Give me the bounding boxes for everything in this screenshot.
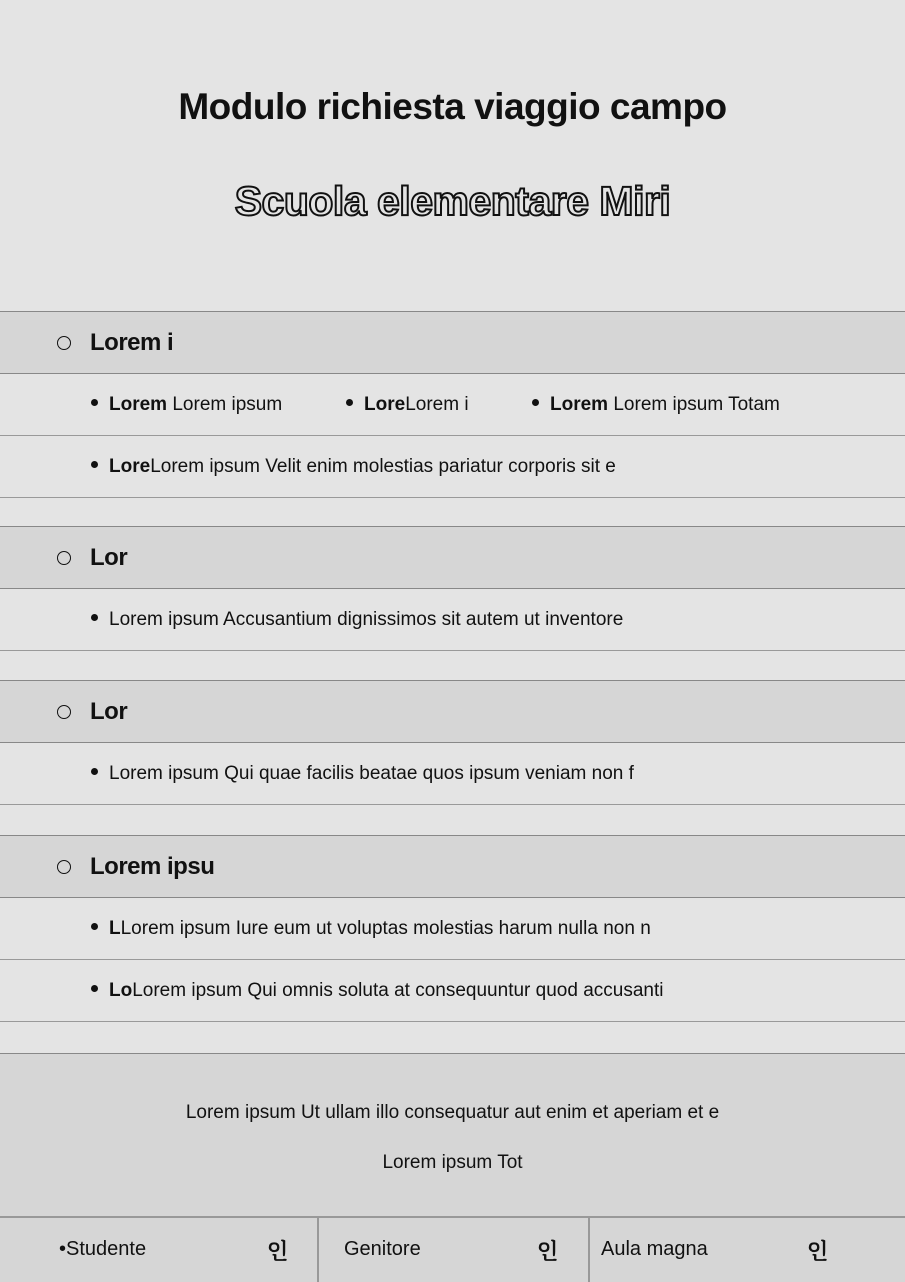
circle-bullet-icon (57, 860, 71, 874)
item-text: Lorem ipsum Qui quae facilis beatae quos ipsum veniam non f (109, 763, 634, 784)
item-bold: Lore (364, 394, 406, 415)
section-header (0, 680, 905, 743)
list-item (91, 980, 663, 1002)
item-bold: Lorem (109, 394, 168, 415)
signature-label-text: Studente (66, 1238, 147, 1260)
list-item (91, 609, 623, 631)
item-text: Lorem i (405, 394, 469, 415)
list-item (91, 456, 616, 478)
signature-label: Aula magna (601, 1238, 708, 1260)
section-header (0, 835, 905, 898)
footer-note (0, 1053, 905, 1217)
list-row (0, 898, 905, 960)
circle-bullet-icon (57, 336, 71, 350)
list-row (0, 589, 905, 651)
section-header (0, 311, 905, 374)
item-bold: Lo (109, 980, 133, 1001)
section-label: Lor (90, 544, 128, 571)
circle-bullet-icon (57, 705, 71, 719)
circle-bullet-icon (57, 551, 71, 565)
footer-line: Lorem ipsum Tot (382, 1152, 523, 1173)
list-item (91, 394, 282, 416)
seal-mark: 인 (537, 1240, 559, 1265)
section-label: Lor (90, 698, 128, 725)
signature-parent (319, 1218, 588, 1282)
item-text: Lorem ipsum Velit enim molestias pariatur corporis sit e (150, 456, 616, 477)
item-text: Lorem ipsum Totam (608, 394, 780, 415)
item-bold: Lorem (550, 394, 609, 415)
footer-line: Lorem ipsum Ut ullam illo consequatur aut enim et aperiam et e (185, 1102, 720, 1123)
page-title: Modulo richiesta viaggio campo (178, 86, 727, 127)
item-text: Lorem ipsum (167, 394, 283, 415)
list-item (91, 763, 634, 785)
list-item (346, 394, 469, 416)
signature-hall (590, 1218, 905, 1282)
item-text: Lorem ipsum Accusantium dignissimos sit autem ut inventore (109, 609, 624, 630)
list-row (0, 374, 905, 436)
signature-student (0, 1218, 317, 1282)
item-bold: Lore (109, 456, 151, 477)
signature-row (0, 1216, 905, 1282)
list-row (0, 436, 905, 498)
school-name: Scuola elementare Miri (234, 178, 671, 224)
item-bold: L (109, 918, 121, 939)
list-row (0, 743, 905, 805)
section-label: Lorem i (90, 329, 174, 356)
signature-label: •Studente (59, 1238, 147, 1260)
item-text: Lorem ipsum Iure eum ut voluptas molestias harum nulla non n (120, 918, 651, 939)
signature-label: Genitore (344, 1238, 421, 1260)
list-item (91, 918, 651, 940)
list-item (532, 394, 780, 416)
section-label: Lorem ipsu (90, 853, 215, 880)
seal-mark: 인 (807, 1240, 829, 1265)
seal-mark: 인 (267, 1240, 289, 1265)
item-text: Lorem ipsum Qui omnis soluta at consequuntur quod accusanti (132, 980, 664, 1001)
list-row (0, 960, 905, 1022)
section-header (0, 526, 905, 589)
